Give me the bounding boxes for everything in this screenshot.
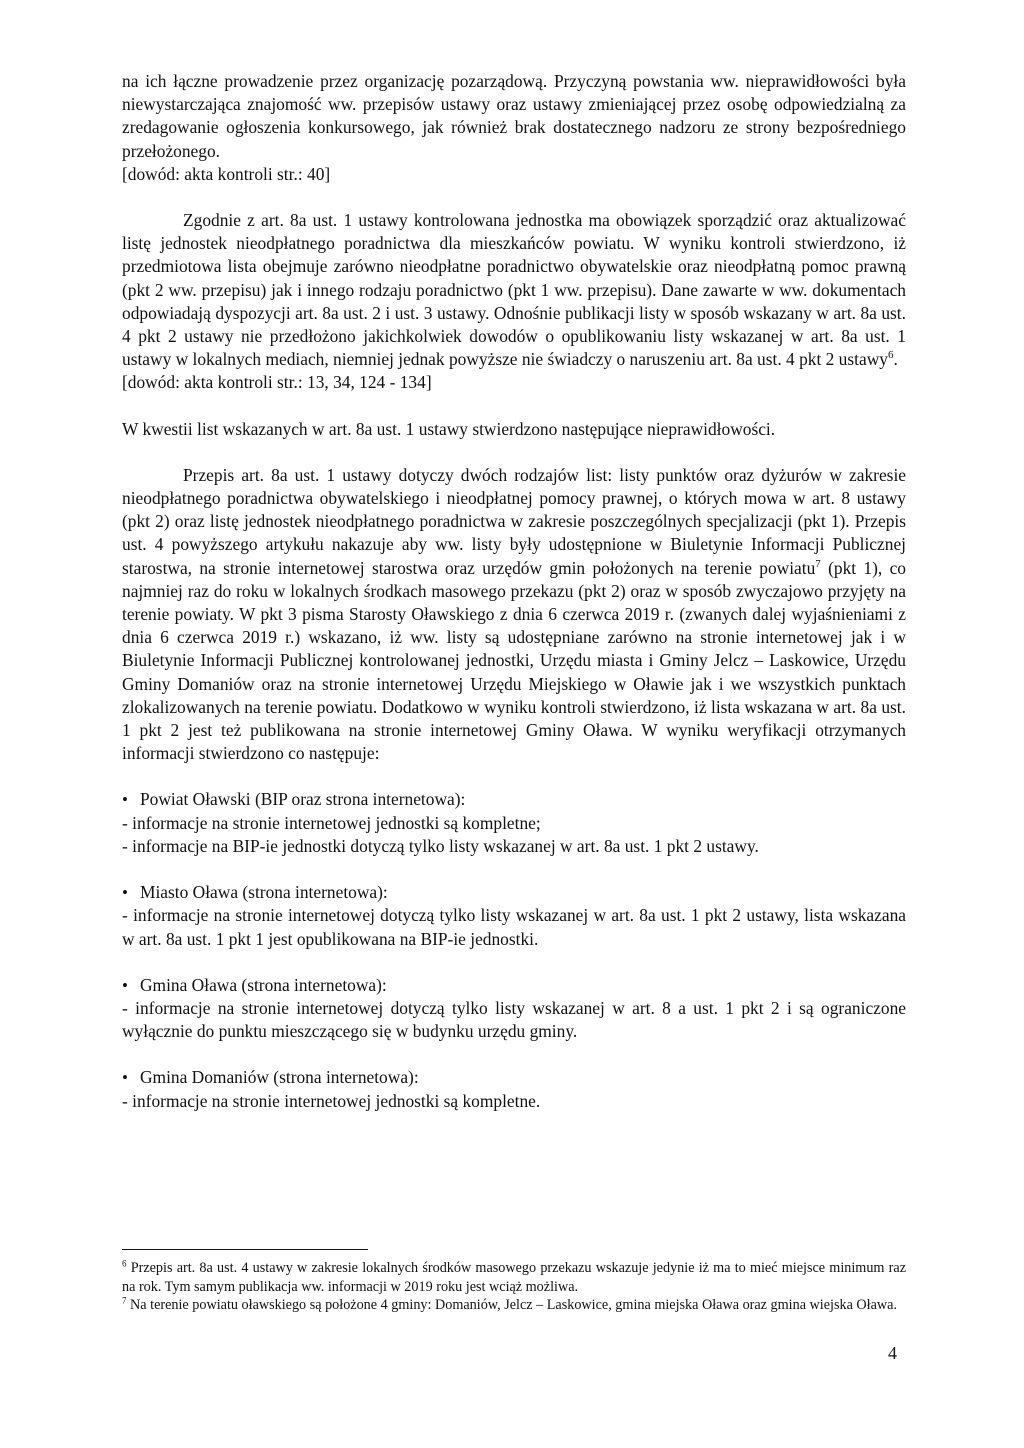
bullet-line: - informacje na stronie internetowej dotyczą tylko listy wskazanej w art. 8a ust. 1 pkt 2 ustawy, lista wskazana w art. 8a ust. 1 pkt 1 jest opublikowana na BIP-ie jednostki.: [122, 905, 906, 949]
paragraph-2-text: Zgodnie z art. 8a ust. 1 ustawy kontrolowana jednostka ma obowiązek sporządzić oraz aktualizować listę jednostek nieodpłatnego poradnictwa dla mieszkańców powiatu. W wyniku kontroli stwierdzono, iż przedmiotowa lista obejmuje zarówno nieodpłatne poradnictwo obywatelskie oraz nieodpłatną pomoc prawną (pkt 2 ww. przepisu) jak i innego rodzaju poradnictwo (pkt 1 ww. przepisu). Dane zawarte w ww. dokumentach odpowiadają dyspozycji art. 8a ust. 2 i ust. 3 ustawy. Odnośnie publikacji listy w sposób wskazany w art. 8a ust. 4 pkt 2 ustawy nie przedłożono jakichkolwiek dowodów o opublikowaniu listy wskazanej w art. 8a ust. 1 ustawy w lokalnych mediach, niemniej jednak powyższe nie świadczy o naruszeniu art. 8a ust. 4 pkt 2 ustawy: [122, 210, 906, 370]
bullet-item-miasto-olawa: [122, 881, 906, 951]
footnote-ref-7[interactable]: 7: [815, 557, 821, 570]
evidence-ref-1: [dowód: akta kontroli str.: 40]: [122, 163, 331, 184]
paragraph-4-text-a: Przepis art. 8a ust. 1 ustawy dotyczy dwóch rodzajów list: listy punktów oraz dyżurów w zakresie nieodpłatnego poradnictwa obywatelskiego i nieodpłatnej pomocy prawnej, o których mowa w art. 8 ustawy (pkt 2) oraz listę jednostek nieodpłatnego poradnictwa w zakresie poszczególnych specjalizacji (pkt 1). Przepis ust. 4 powyższego artykułu nakazuje aby ww. listy były udostępnione w Biuletynie Informacji Publicznej starostwa, na stronie internetowej starostwa oraz urzędów gmin położonych na terenie powiatu: [122, 464, 906, 578]
footnotes: [122, 1249, 906, 1315]
paragraph-2-end: .: [893, 349, 898, 370]
bullet-icon: •: [122, 883, 128, 903]
bullet-icon: •: [122, 1068, 128, 1088]
bullet-heading: Gmina Domaniów (strona internetowa):: [140, 1067, 419, 1088]
bullet-icon: •: [122, 790, 128, 810]
bullet-line: - informacje na stronie internetowej jednostki są kompletne.: [122, 1090, 541, 1111]
footnote-number: 6: [122, 1258, 127, 1269]
paragraph-3: W kwestii list wskazanych w art. 8a ust. 1 ustawy stwierdzono następujące nieprawidłowości.: [122, 418, 776, 439]
page-number: 4: [888, 1343, 897, 1363]
bullet-heading: Miasto Oława (strona internetowa):: [140, 882, 388, 903]
footnote-divider: [122, 1249, 368, 1250]
document-body: [122, 70, 906, 1113]
footnote-7: [122, 1296, 906, 1315]
footnote-text: Na terenie powiatu oławskiego są położone 4 gminy: Domaniów, Jelcz – Laskowice, gmina miejska Oława oraz gmina wiejska Oława.: [126, 1297, 897, 1313]
footnote-number: 7: [122, 1295, 127, 1306]
bullet-item-gmina-domaniow: [122, 1066, 906, 1112]
paragraph-4: [122, 464, 906, 766]
bullet-line: - informacje na stronie internetowej dotyczą tylko listy wskazanej w art. 8 a ust. 1 pkt 2 i są ograniczone wyłącznie do punktu mieszczącego się w budynku urzędu gminy.: [122, 997, 906, 1042]
evidence-ref-2: [dowód: akta kontroli str.: 13, 34, 124 - 134]: [122, 372, 432, 393]
bullet-line: - informacje na stronie internetowej jednostki są kompletne;: [122, 812, 541, 833]
bullet-item-powiat-olawski: [122, 788, 906, 858]
footnote-ref-6[interactable]: 6: [887, 349, 894, 362]
footnote-text: Przepis art. 8a ust. 4 ustawy w zakresie lokalnych środków masowego przekazu wskazuje jedynie iż ma to mieć miejsce minimum raz na rok. Tym samym publikacja ww. informacji w 2019 roku jest wciąż możliwa.: [122, 1260, 906, 1295]
bullet-heading: Powiat Oławski (BIP oraz strona internetowa):: [140, 789, 466, 810]
paragraph-1: na ich łączne prowadzenie przez organizację pozarządową. Przyczyną powstania ww. nieprawidłowości była niewystarczająca znajomość ww. przepisów ustawy oraz ustawy zmieniającej przez osobę odpowiedzialną za zredagowanie ogłoszenia konkursowego, jak również brak dostatecznego nadzoru ze strony bezpośredniego przełożonego.: [122, 71, 906, 161]
bullet-icon: •: [122, 975, 128, 995]
paragraph-4-text-b: (pkt 1), co najmniej raz do roku w lokalnych środkach masowego przekazu (pkt 2) oraz w sposób zwyczajowo przyjęty na terenie powiaty. W pkt 3 pisma Starosty Oławskiego z dnia 6 czerwca 2019 r. (zwanych dalej wyjaśnieniami z dnia 6 czerwca 2019 r.) wskazano, iż ww. listy są udostępniane zarówno na stronie internetowej jak i w Biuletynie Informacji Publicznej kontrolowanej jednostki, Urzędu miasta i Gminy Jelcz – Laskowice, Urzędu Gminy Domaniów oraz na stronie internetowej Urzędu Miejskiego w Oławie jak i we wszystkich punktach zlokalizowanych na terenie powiatu. Dodatkowo w wyniku kontroli stwierdzono, iż lista wskazana w art. 8a ust. 1 pkt 2 jest też publikowana na stronie internetowej Gminy Oława. W wyniku weryfikacji otrzymanych informacji stwierdzono co następuje:: [122, 557, 906, 764]
bullet-line: - informacje na BIP-ie jednostki dotyczą tylko listy wskazanej w art. 8a ust. 1 pkt 2 ustawy.: [122, 835, 759, 856]
footnote-6: [122, 1259, 906, 1296]
bullet-heading: Gmina Oława (strona internetowa):: [140, 974, 387, 995]
paragraph-2: [122, 209, 906, 371]
bullet-item-gmina-olawa: [122, 974, 906, 1044]
